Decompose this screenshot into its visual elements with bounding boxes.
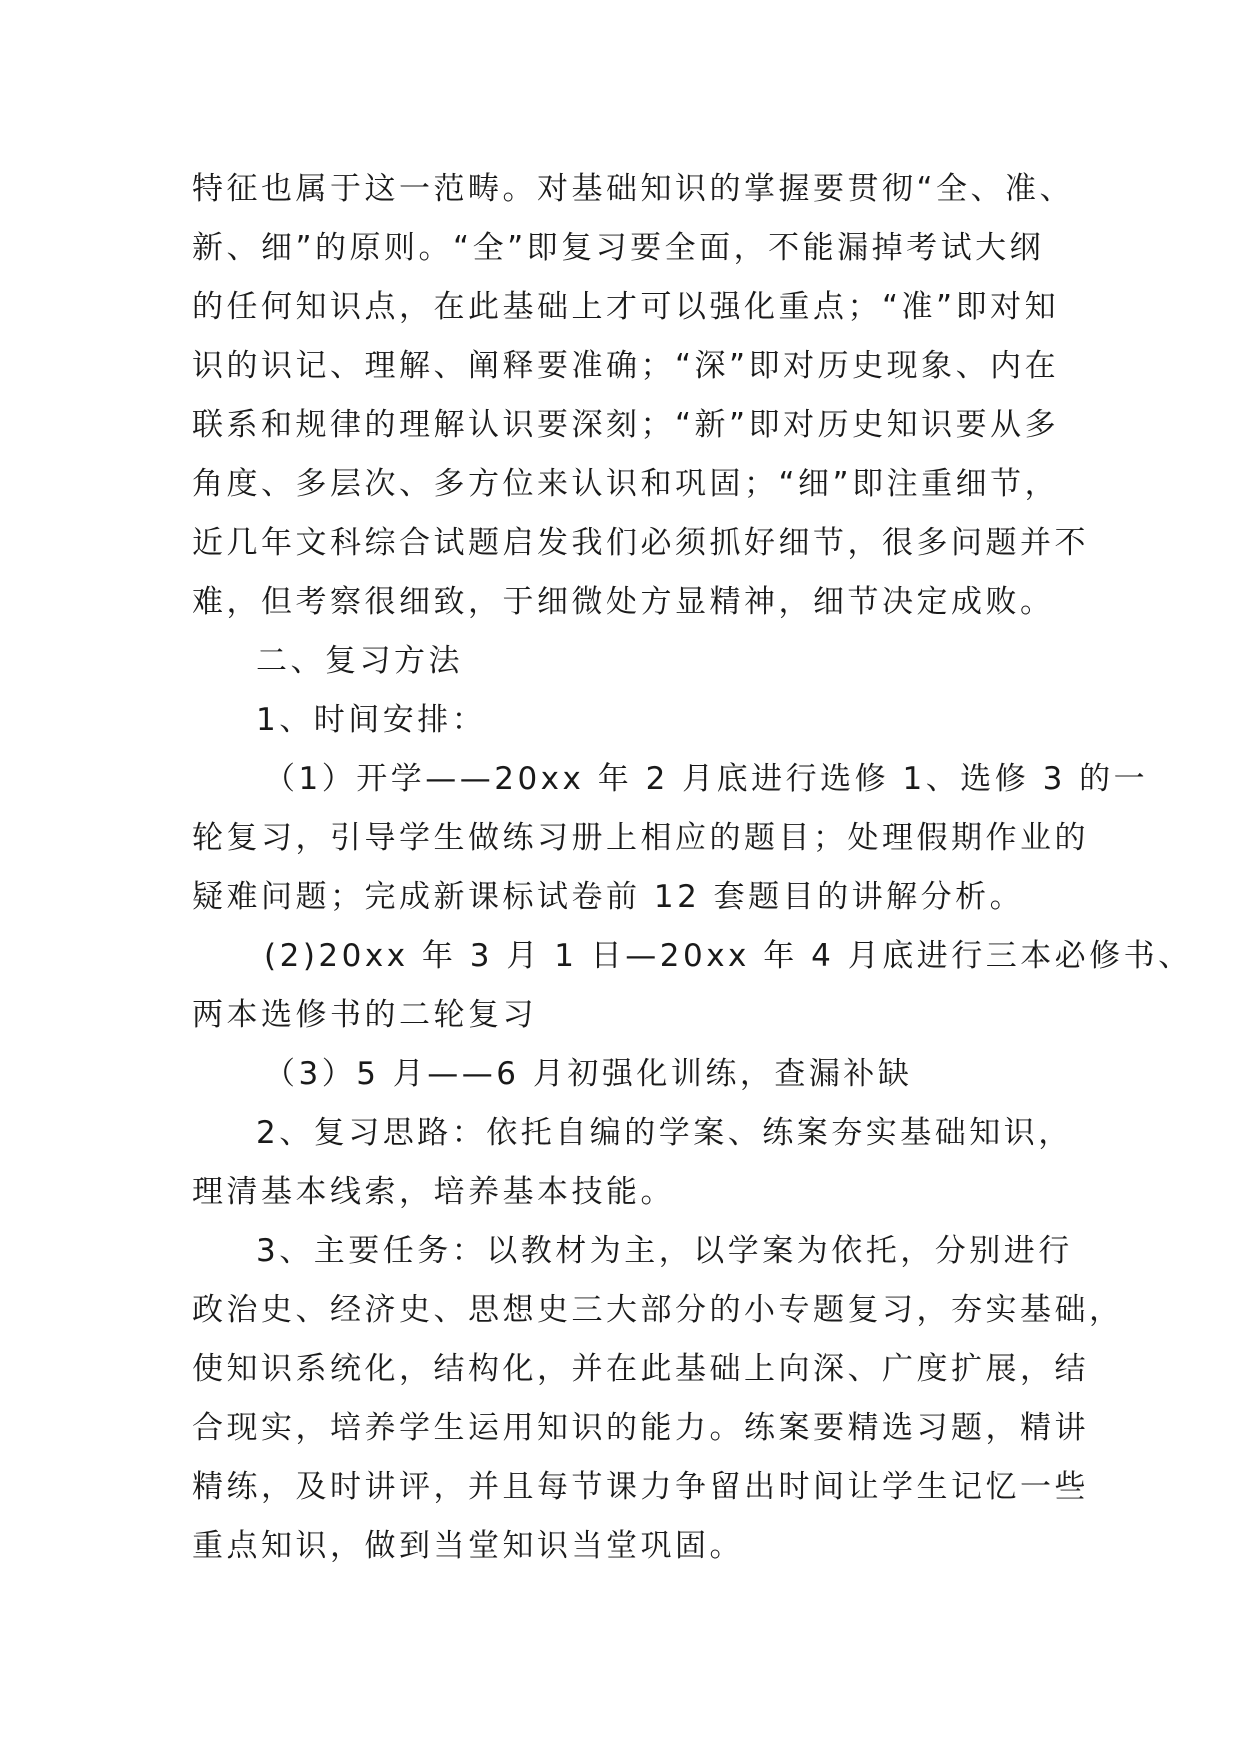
text-line: （1）开学——20xx 年 2 月底进行选修 1、选修 3 的一	[264, 761, 1149, 797]
text-line: 两本选修书的二轮复习	[192, 997, 537, 1033]
text-line: 2、复习思路：依托自编的学案、练案夯实基础知识，	[256, 1115, 1073, 1151]
text-line: （3）5 月——6 月初强化训练，查漏补缺	[264, 1056, 913, 1092]
text-line: 合现实，培养学生运用知识的能力。练案要精选习题，精讲	[192, 1410, 1089, 1446]
text-line: 使知识系统化，结构化，并在此基础上向深、广度扩展，结	[192, 1351, 1089, 1387]
text-line: 角度、多层次、多方位来认识和巩固；“细”即注重细节，	[192, 466, 1060, 502]
text-line: 重点知识，做到当堂知识当堂巩固。	[192, 1528, 744, 1564]
text-line: 识的识记、理解、阐释要准确；“深”即对历史现象、内在	[192, 348, 1060, 384]
text-line: 难，但考察很细致，于细微处方显精神，细节决定成败。	[192, 584, 1055, 620]
text-line: 疑难问题；完成新课标试卷前 12 套题目的讲解分析。	[192, 879, 1025, 915]
text-line: 精练，及时讲评，并且每节课力争留出时间让学生记忆一些	[192, 1469, 1089, 1505]
text-line: 联系和规律的理解认识要深刻；“新”即对历史知识要从多	[192, 407, 1060, 443]
text-line: 理清基本线索，培养基本技能。	[192, 1174, 675, 1210]
text-line: 轮复习，引导学生做练习册上相应的题目；处理假期作业的	[192, 820, 1089, 856]
body-text	[192, 160, 1193, 1576]
text-line: 1、时间安排：	[256, 702, 487, 738]
text-line: 近几年文科综合试题启发我们必须抓好细节，很多问题并不	[192, 525, 1089, 561]
text-line: 特征也属于这一范畴。对基础知识的掌握要贯彻“全、准、	[192, 171, 1075, 207]
text-line: 二、复习方法	[256, 643, 463, 679]
text-line: (2)20xx 年 3 月 1 日—20xx 年 4 月底进行三本必修书、	[264, 938, 1193, 974]
text-line: 3、主要任务：以教材为主，以学案为依托，分别进行	[256, 1233, 1073, 1269]
text-line: 的任何知识点，在此基础上才可以强化重点；“准”即对知	[192, 289, 1060, 325]
text-line: 政治史、经济史、思想史三大部分的小专题复习，夯实基础，	[192, 1292, 1124, 1328]
text-line: 新、细”的原则。“全”即复习要全面，不能漏掉考试大纲	[192, 230, 1045, 266]
